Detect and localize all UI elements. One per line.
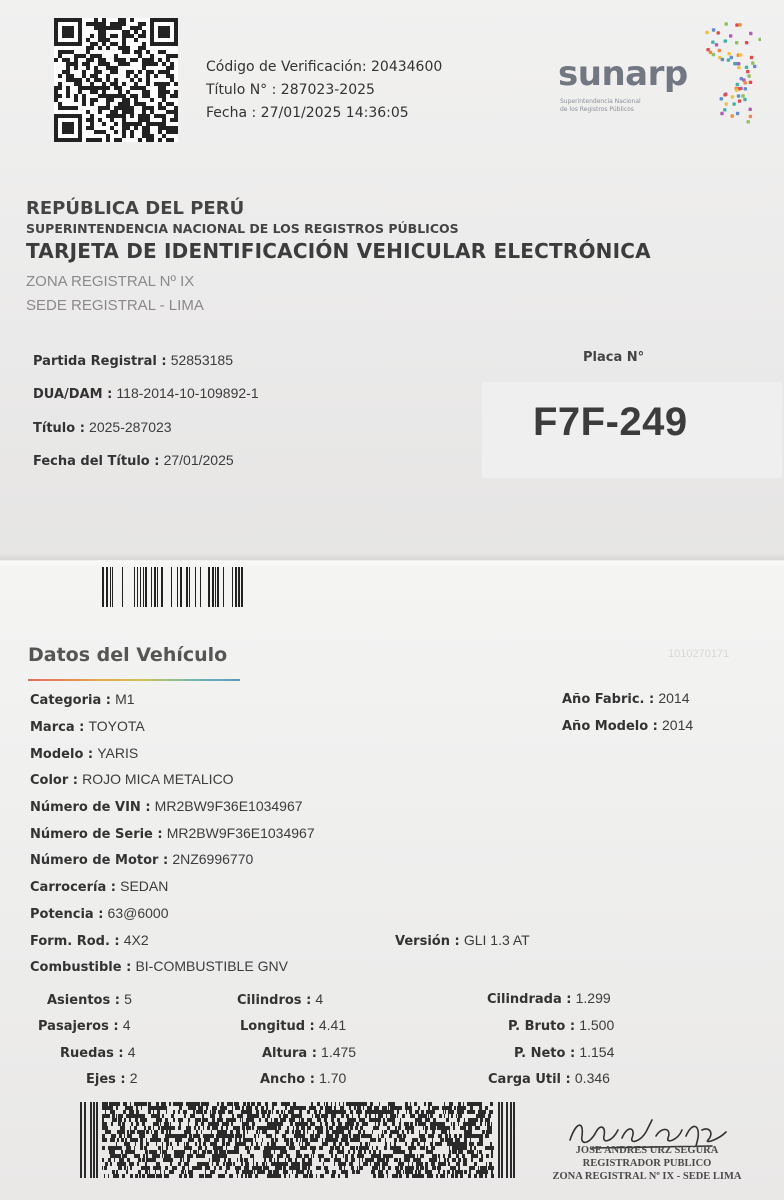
altura-label: Altura : <box>262 1046 317 1061</box>
registrar-office: ZONA REGISTRAL Nº IX - SEDE LIMA <box>552 1171 742 1182</box>
logo-subtitle: Superintendencia Nacional de los Registros Públicos <box>560 98 641 113</box>
longitud-value: 4.41 <box>318 1017 347 1033</box>
formrod-label: Form. Rod. : <box>30 934 120 949</box>
version-label: Versión : <box>395 934 460 949</box>
potencia-value: 63@6000 <box>107 905 169 921</box>
logo-wordmark: sunarp <box>558 54 688 94</box>
ruedas-value: 4 <box>127 1044 136 1060</box>
agency-heading: SUPERINTENDENCIA NACIONAL DE LOS REGISTROS PÚBLICOS <box>26 221 459 236</box>
qr-code <box>54 18 178 142</box>
titulo-field <box>33 419 172 436</box>
pasajeros-value: 4 <box>122 1017 131 1033</box>
verification-code: Código de Verificación: 20434600 <box>206 59 443 75</box>
vin-value: MR2BW9F36E1034967 <box>154 798 303 814</box>
marca-value: TOYOTA <box>88 718 145 734</box>
anio-fabric-field <box>562 690 690 707</box>
asientos-field <box>47 991 132 1008</box>
barcode <box>102 567 254 607</box>
partida-value: 52853185 <box>170 352 233 368</box>
carga-util-value: 0.346 <box>574 1070 610 1086</box>
combustible-label: Combustible : <box>30 960 132 975</box>
longitud-label: Longitud : <box>240 1019 315 1034</box>
watermark-code: 1010270171 <box>668 648 730 660</box>
vehicle-section-title: Datos del Vehículo <box>28 644 228 666</box>
registrar-text <box>540 1144 754 1183</box>
cilindrada-value: 1.299 <box>575 990 611 1006</box>
carga-util-field <box>488 1070 610 1087</box>
color-label: Color : <box>30 773 78 788</box>
potencia-label: Potencia : <box>30 907 104 922</box>
longitud-field <box>240 1017 346 1034</box>
fecha-titulo-value: 27/01/2025 <box>163 452 234 468</box>
serie-label: Número de Serie : <box>30 827 163 842</box>
altura-field <box>262 1044 356 1061</box>
office-label: SEDE REGISTRAL - LIMA <box>26 297 204 314</box>
registrar-name: JOSE ANDRES URZ SEGURA <box>575 1145 719 1156</box>
pasajeros-field <box>38 1017 130 1034</box>
title-number: Título N° : 287023-2025 <box>206 82 375 98</box>
anio-fabric-value: 2014 <box>658 690 690 706</box>
anio-modelo-value: 2014 <box>662 717 694 733</box>
registrar-role: REGISTRADOR PUBLICO <box>582 1158 712 1169</box>
cilindrada-field <box>487 990 611 1007</box>
plate-number: F7F-249 <box>533 400 688 444</box>
formrod-field <box>30 932 149 949</box>
categoria-field <box>30 691 135 708</box>
sunarp-logo <box>556 14 761 126</box>
color-field <box>30 771 234 788</box>
ancho-value: 1.70 <box>319 1070 347 1086</box>
categoria-label: Categoria : <box>30 693 111 708</box>
marca-field <box>30 718 145 735</box>
ruedas-field <box>60 1044 136 1061</box>
partida-label: Partida Registral : <box>33 354 167 369</box>
titulo-value: 2025-287023 <box>89 419 172 435</box>
cilindros-field <box>237 991 323 1008</box>
paper-fold <box>0 553 784 567</box>
ruedas-label: Ruedas : <box>60 1046 124 1061</box>
combustible-field <box>30 958 288 975</box>
dua-value: 118-2014-10-109892-1 <box>116 385 259 401</box>
section-underline <box>28 679 240 681</box>
categoria-value: M1 <box>115 691 135 707</box>
altura-value: 1.475 <box>321 1044 357 1060</box>
pasajeros-label: Pasajeros : <box>38 1019 119 1034</box>
asientos-value: 5 <box>124 991 132 1007</box>
plate-label: Placa N° <box>583 350 645 365</box>
vin-field <box>30 798 303 815</box>
registrar-signature <box>540 1104 760 1194</box>
motor-value: 2NZ6996770 <box>172 851 254 867</box>
titulo-label: Título : <box>33 421 85 436</box>
fecha-titulo-field <box>33 452 234 469</box>
pneto-field <box>514 1044 614 1061</box>
pneto-label: P. Neto : <box>514 1046 576 1061</box>
registry-zone <box>26 270 204 318</box>
dua-field <box>33 385 259 402</box>
anio-modelo-label: Año Modelo : <box>562 719 658 734</box>
pbruto-label: P. Bruto : <box>508 1019 576 1034</box>
pneto-value: 1.154 <box>579 1044 615 1060</box>
cilindrada-label: Cilindrada : <box>487 992 572 1007</box>
verification-block <box>206 56 442 125</box>
modelo-value: YARIS <box>97 745 139 761</box>
version-field <box>395 932 530 949</box>
anio-fabric-label: Año Fabric. : <box>562 692 655 707</box>
anio-modelo-field <box>562 717 693 734</box>
color-value: ROJO MICA METALICO <box>82 771 234 787</box>
version-value: GLI 1.3 AT <box>463 932 530 948</box>
dua-label: DUA/DAM : <box>33 387 113 402</box>
ejes-value: 2 <box>129 1070 138 1086</box>
document-title: TARJETA DE IDENTIFICACIÓN VEHICULAR ELECTRÓNICA <box>26 239 651 263</box>
cilindros-value: 4 <box>315 991 324 1007</box>
fecha-titulo-label: Fecha del Título : <box>33 454 160 469</box>
ancho-label: Ancho : <box>260 1072 315 1087</box>
formrod-value: 4X2 <box>123 932 149 948</box>
vin-label: Número de VIN : <box>30 800 151 815</box>
carroceria-field <box>30 878 168 895</box>
carroceria-value: SEDAN <box>120 878 169 894</box>
motor-label: Número de Motor : <box>30 853 169 868</box>
cilindros-label: Cilindros : <box>237 993 312 1008</box>
combustible-value: BI-COMBUSTIBLE GNV <box>135 958 288 974</box>
potencia-field <box>30 905 168 922</box>
ejes-label: Ejes : <box>86 1072 126 1087</box>
modelo-label: Modelo : <box>30 747 94 762</box>
motor-field <box>30 851 253 868</box>
marca-label: Marca : <box>30 720 85 735</box>
asientos-label: Asientos : <box>47 993 120 1008</box>
ancho-field <box>260 1070 346 1087</box>
ejes-field <box>86 1070 138 1087</box>
carroceria-label: Carrocería : <box>30 880 116 895</box>
pdf417-barcode <box>80 1102 516 1178</box>
modelo-field <box>30 745 138 762</box>
serie-field <box>30 825 315 842</box>
partida-field <box>33 352 233 369</box>
serie-value: MR2BW9F36E1034967 <box>166 825 315 841</box>
pbruto-value: 1.500 <box>579 1017 615 1033</box>
carga-util-label: Carga Util : <box>488 1072 571 1087</box>
pbruto-field <box>508 1017 614 1034</box>
issue-date: Fecha : 27/01/2025 14:36:05 <box>206 105 409 121</box>
country-heading: REPÚBLICA DEL PERÚ <box>26 198 245 219</box>
zone-label: ZONA REGISTRAL Nº IX <box>26 273 195 290</box>
